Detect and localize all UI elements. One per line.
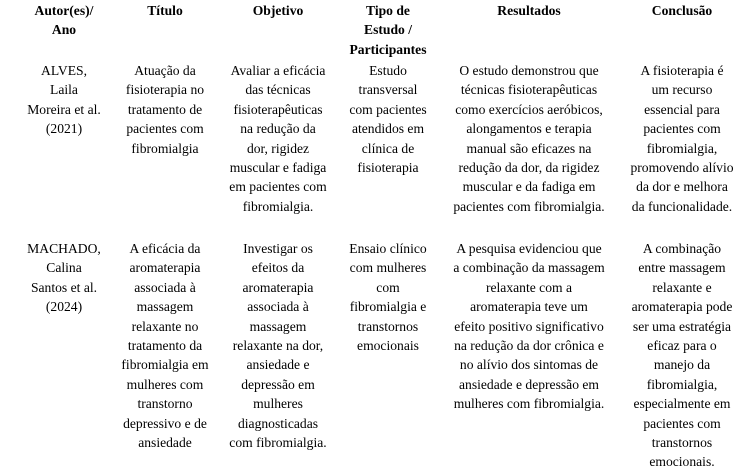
- cell-line: A combinação: [642, 241, 722, 256]
- cell-line: com fibromialgia.: [229, 435, 327, 451]
- cell-line: Calina: [46, 260, 82, 276]
- cell-line: com pacientes: [349, 101, 427, 117]
- cell-line: na redução da dor crônica e: [454, 338, 604, 354]
- cell-line: entre massagem: [638, 260, 726, 276]
- cell-line: pacientes com: [643, 415, 721, 431]
- cell-line: relaxante no: [131, 318, 199, 334]
- cell-line: tratamento da: [127, 338, 203, 354]
- cell-line: diagnosticadas: [237, 415, 319, 431]
- cell-line: pacientes com: [126, 121, 204, 137]
- cell-line: relaxante na dor,: [232, 338, 324, 354]
- row2-title: [110, 239, 220, 452]
- row1-objective: [220, 61, 336, 216]
- cell-line: mulheres com fibromialgia.: [453, 396, 605, 412]
- cell-line: ansiedade: [138, 435, 192, 451]
- cell-line: ansiedade e depressão em: [458, 376, 600, 392]
- cell-line: depressão em: [241, 376, 315, 392]
- cell-line: emocionais: [357, 338, 419, 354]
- row1-conclusion: [622, 61, 742, 216]
- cell-line: um recurso: [651, 82, 713, 98]
- cell-line: da funcionalidade.: [631, 198, 733, 214]
- cell-line: Moreira et al.: [27, 101, 101, 117]
- cell-line: efeitos da: [251, 260, 305, 276]
- cell-line: Ensaio clínico: [349, 241, 427, 256]
- row2-author: [18, 239, 110, 317]
- cell-line: transtornos: [651, 435, 713, 451]
- cell-line: ansiedade e: [246, 357, 310, 373]
- header-author-year: [24, 1, 104, 40]
- cell-line: com mulheres: [349, 260, 427, 276]
- row2-results: [438, 239, 620, 414]
- row1-study-type: [340, 61, 436, 177]
- cell-line: Avaliar a eficácia: [230, 63, 326, 78]
- cell-line: redução da dor, da rigidez: [458, 160, 600, 176]
- cell-line: Santos et al.: [30, 279, 98, 295]
- header-results: [440, 1, 618, 20]
- cell-line: fisioterapia no: [125, 82, 205, 98]
- header-text: Título: [147, 3, 183, 18]
- header-text: Ano: [51, 22, 77, 38]
- cell-line: associada à: [134, 279, 196, 295]
- cell-line: Estudo: [369, 63, 407, 78]
- cell-line: técnicas fisioterapêuticas: [460, 82, 598, 98]
- cell-line: especialmente em: [633, 396, 731, 412]
- cell-line: Investigar os: [243, 241, 313, 256]
- cell-line: ser uma estratégia: [632, 318, 732, 334]
- cell-line: emocionais.: [649, 454, 715, 470]
- cell-line: Atuação da: [134, 63, 196, 78]
- cell-line: fisioterapia: [357, 160, 419, 176]
- cell-line: dor, rigidez: [246, 140, 310, 156]
- row2-objective: [220, 239, 336, 452]
- cell-line: associada à: [247, 299, 309, 315]
- cell-line: fibromialgia.: [242, 198, 314, 214]
- header-text: Autor(es)/: [34, 3, 94, 18]
- cell-line: transtorno: [137, 396, 193, 412]
- header-text: Objetivo: [252, 3, 304, 18]
- cell-line: fibromialgia e: [349, 299, 427, 315]
- row2-conclusion: [620, 239, 744, 472]
- cell-line: manejo da: [653, 357, 711, 373]
- cell-line: transtornos: [357, 318, 419, 334]
- cell-line: O estudo demonstrou que: [459, 63, 599, 78]
- cell-line: pacientes com fibromialgia.: [453, 198, 605, 214]
- cell-line: fisioterapêuticas: [233, 101, 323, 117]
- cell-line: A eficácia da: [129, 241, 201, 256]
- row2-study-type: [340, 239, 436, 355]
- cell-line: mulheres: [253, 396, 303, 412]
- cell-line: A fisioterapia é: [640, 63, 724, 78]
- cell-line: na redução da: [240, 121, 316, 137]
- cell-line: aromaterapia pode: [631, 299, 733, 315]
- header-study-type: [340, 1, 436, 59]
- cell-line: depressivo e de: [123, 415, 207, 431]
- cell-line: mulheres com: [126, 376, 204, 392]
- cell-line: ALVES,: [41, 63, 87, 78]
- cell-line: muscular e fadiga: [229, 160, 327, 176]
- cell-line: MACHADO,: [27, 241, 101, 256]
- header-text: Tipo de: [366, 3, 410, 18]
- cell-line: fibromialgia,: [646, 140, 718, 156]
- header-text: Participantes: [349, 41, 427, 57]
- cell-line: muscular e da fadiga em: [462, 179, 596, 195]
- header-text: Estudo /: [364, 22, 412, 38]
- cell-line: atendidos em: [351, 121, 425, 137]
- cell-line: aromaterapia teve um: [470, 299, 588, 315]
- header-title: [116, 1, 214, 20]
- row1-author: [22, 61, 106, 139]
- row1-title: [112, 61, 218, 158]
- cell-line: aromaterapia: [129, 260, 201, 276]
- cell-line: como exercícios aeróbicos,: [455, 101, 603, 117]
- cell-line: promovendo alívio: [630, 160, 734, 176]
- cell-line: da dor e melhora: [636, 179, 728, 195]
- cell-line: A pesquisa evidenciou que: [456, 241, 602, 256]
- cell-line: efeito positivo significativo: [454, 318, 604, 334]
- cell-line: fibromialgia em: [121, 357, 209, 373]
- header-objective: [220, 1, 336, 20]
- cell-line: das técnicas: [245, 82, 311, 98]
- row1-results: [438, 61, 620, 216]
- cell-line: eficaz para o: [647, 338, 717, 354]
- header-conclusion: [622, 1, 742, 20]
- cell-line: manual são eficazes na: [466, 140, 592, 156]
- cell-line: alongamentos e terapia: [466, 121, 592, 137]
- cell-line: (2021): [45, 121, 83, 137]
- cell-line: essencial para: [644, 101, 720, 117]
- cell-line: fibromialgia: [131, 140, 199, 156]
- cell-line: massagem: [249, 318, 307, 334]
- cell-line: com: [376, 279, 400, 295]
- cell-line: no alívio dos sintomas de: [459, 357, 599, 373]
- cell-line: massagem: [136, 299, 194, 315]
- cell-line: clínica de: [361, 140, 415, 156]
- cell-line: em pacientes com: [229, 179, 327, 195]
- cell-line: (2024): [45, 299, 83, 315]
- cell-line: aromaterapia: [242, 279, 314, 295]
- header-text: Conclusão: [651, 3, 713, 18]
- header-text: Resultados: [497, 3, 561, 18]
- cell-line: relaxante e: [652, 279, 712, 295]
- cell-line: fibromialgia,: [646, 376, 718, 392]
- cell-line: a combinação da massagem: [453, 260, 605, 276]
- cell-line: relaxante com a: [485, 279, 573, 295]
- cell-line: Laila: [50, 82, 78, 98]
- cell-line: tratamento de: [127, 101, 203, 117]
- cell-line: transversal: [358, 82, 418, 98]
- cell-line: pacientes com: [643, 121, 721, 137]
